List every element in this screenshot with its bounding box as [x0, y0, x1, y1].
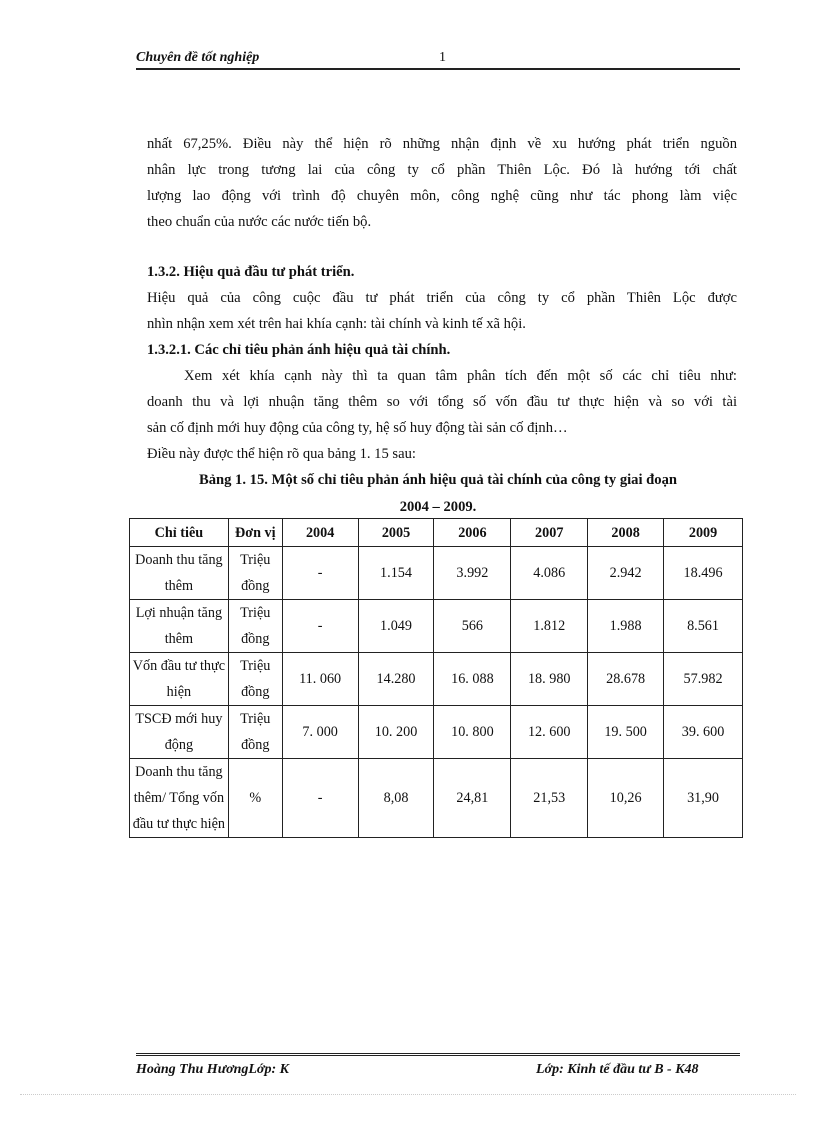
table-caption-line: 2004 – 2009. — [399, 499, 477, 515]
table-caption — [133, 467, 743, 521]
value-cell: 19. 500 — [588, 706, 664, 759]
page-bottom-divider — [20, 1094, 796, 1095]
table-row — [130, 547, 743, 600]
financial-efficiency-table — [129, 518, 743, 838]
row-label-cell: Lợi nhuận tăng thêm — [130, 600, 229, 653]
value-cell: 12. 600 — [511, 706, 588, 759]
value-cell: 1.154 — [358, 547, 434, 600]
value-cell: 7. 000 — [282, 706, 358, 759]
value-cell: 1.988 — [588, 600, 664, 653]
column-header: 2004 — [282, 519, 358, 547]
value-cell: 1.812 — [511, 600, 588, 653]
value-cell: 10. 800 — [434, 706, 511, 759]
paragraph-line: Xem xét khía cạnh này thì ta quan tâm phân tích đến một số các chỉ tiêu như: — [184, 368, 737, 384]
table-caption-line: Bảng 1. 15. Một số chỉ tiêu phản ánh hiệu quả tài chính của công ty giai đoạn — [198, 472, 678, 488]
paragraph-line: nhân lực trong tương lai của công ty cổ phần Thiên Lộc. Đó là hướng tới chất — [147, 162, 737, 178]
body-text — [147, 131, 737, 467]
row-label-cell: Doanh thu tăng thêm — [130, 547, 229, 600]
value-cell: 8.561 — [664, 600, 743, 653]
row-label-cell: Vốn đầu tư thực hiện — [130, 653, 229, 706]
value-cell: 18. 980 — [511, 653, 588, 706]
section-heading: 1.3.2. Hiệu quả đầu tư phát triển. — [147, 264, 355, 280]
column-header: 2009 — [664, 519, 743, 547]
column-header: 2005 — [358, 519, 434, 547]
value-cell: 24,81 — [434, 759, 511, 838]
value-cell: 21,53 — [511, 759, 588, 838]
paragraph-line: Hiệu quả của công cuộc đầu tư phát triển của công ty cổ phần Thiên Lộc được — [147, 290, 737, 306]
paragraph-line: lượng lao động với trình độ chuyên môn, công nghệ cũng như tác phong làm việc — [147, 188, 737, 204]
value-cell: 3.992 — [434, 547, 511, 600]
value-cell: 1.049 — [358, 600, 434, 653]
column-header: 2008 — [588, 519, 664, 547]
value-cell: 10,26 — [588, 759, 664, 838]
value-cell: 11. 060 — [282, 653, 358, 706]
page-header — [136, 50, 740, 70]
value-cell: 28.678 — [588, 653, 664, 706]
value-cell: - — [282, 759, 358, 838]
value-cell: 57.982 — [664, 653, 743, 706]
value-cell: 10. 200 — [358, 706, 434, 759]
footer-class: Lớp: Kinh tế đầu tư B - K48 — [536, 1062, 699, 1077]
paragraph-line: sản cố định mới huy động của công ty, hệ số huy động tài sản cố định… — [147, 420, 568, 436]
value-cell: 16. 088 — [434, 653, 511, 706]
unit-cell: Triệu đồng — [228, 706, 282, 759]
page-number: 1 — [439, 50, 446, 65]
value-cell: 2.942 — [588, 547, 664, 600]
header-title: Chuyên đề tốt nghiệp — [136, 50, 260, 65]
unit-cell: Triệu đồng — [228, 547, 282, 600]
table-row — [130, 759, 743, 838]
table-row — [130, 653, 743, 706]
value-cell: 566 — [434, 600, 511, 653]
paragraph-line: Điều này được thể hiện rõ qua bảng 1. 15 sau: — [147, 446, 416, 462]
row-label-cell: TSCĐ mới huy động — [130, 706, 229, 759]
table-header-row — [130, 519, 743, 547]
value-cell: 31,90 — [664, 759, 743, 838]
value-cell: - — [282, 600, 358, 653]
page-footer — [136, 1053, 740, 1077]
value-cell: 18.496 — [664, 547, 743, 600]
column-header: 2006 — [434, 519, 511, 547]
paragraph-line: nhìn nhận xem xét trên hai khía cạnh: tài chính và kinh tế xã hội. — [147, 316, 526, 332]
footer-author: Hoàng Thu HươngLớp: K — [136, 1062, 289, 1077]
paragraph-line: nhất 67,25%. Điều này thể hiện rõ những nhận định về xu hướng phát triển nguồn — [147, 136, 737, 152]
table-row — [130, 600, 743, 653]
column-header: Đơn vị — [228, 519, 282, 547]
subsection-heading: 1.3.2.1. Các chỉ tiêu phản ánh hiệu quả tài chính. — [147, 342, 451, 358]
paragraph-line: doanh thu và lợi nhuận tăng thêm so với tổng số vốn đầu tư thực hiện và so với tài — [147, 394, 737, 410]
value-cell: 8,08 — [358, 759, 434, 838]
unit-cell: Triệu đồng — [228, 600, 282, 653]
value-cell: - — [282, 547, 358, 600]
value-cell: 14.280 — [358, 653, 434, 706]
column-header: Chỉ tiêu — [130, 519, 229, 547]
column-header: 2007 — [511, 519, 588, 547]
value-cell: 4.086 — [511, 547, 588, 600]
paragraph-line: theo chuẩn của nước các nước tiến bộ. — [147, 214, 372, 230]
unit-cell: Triệu đồng — [228, 653, 282, 706]
unit-cell: % — [228, 759, 282, 838]
row-label-cell: Doanh thu tăng thêm/ Tổng vốn đầu tư thực hiện — [130, 759, 229, 838]
value-cell: 39. 600 — [664, 706, 743, 759]
table-row — [130, 706, 743, 759]
